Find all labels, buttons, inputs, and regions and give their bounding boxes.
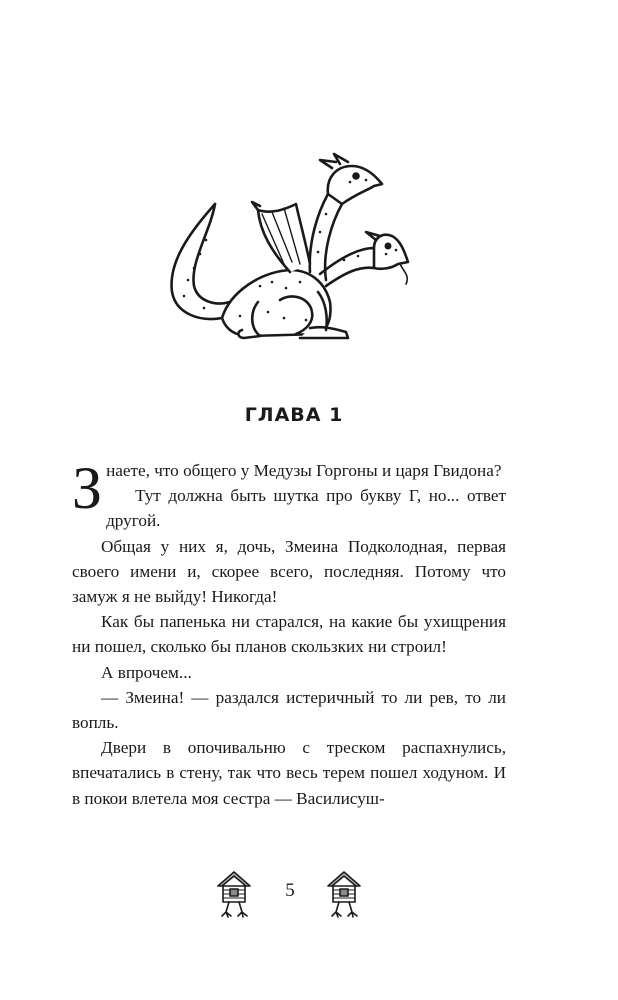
paragraph: Знаете, что общего у Медузы Горгоны и царя Гвидона? — [72, 455, 502, 521]
chapter-title: ГЛАВА 1 — [244, 404, 344, 426]
two-headed-dragon-icon — [160, 152, 412, 352]
page-footer — [0, 868, 618, 928]
drop-cap: З — [72, 455, 103, 521]
body-text — [72, 455, 506, 811]
hut-on-chicken-legs-icon — [324, 868, 364, 922]
paragraph: Тут должна быть шутка про букву Г, но... ответ другой. — [106, 486, 506, 531]
paragraph: — Змеина! — раздался истеричный то ли рев, то ли вопль. — [72, 687, 506, 733]
paragraph: Общая у них я, дочь, Змеина Подколодная, первая своего имени и, скорее всего, последняя. Потому что замуж я не выйду! Никогда! — [72, 536, 506, 607]
paragraph: Как бы папенька ни старался, на какие бы ухищрения ни пошел, сколько бы планов скользких ни строил! — [72, 612, 506, 657]
paragraph: А впрочем... — [101, 662, 192, 682]
page-number: 5 — [285, 880, 295, 901]
hut-on-chicken-legs-icon — [214, 868, 254, 922]
paragraph: Двери в опочивальню с треском распахнулись, впечатались в стену, так что весь терем пошел ходуном. И в покои влетела моя сестра — Василисуш- — [72, 738, 506, 808]
